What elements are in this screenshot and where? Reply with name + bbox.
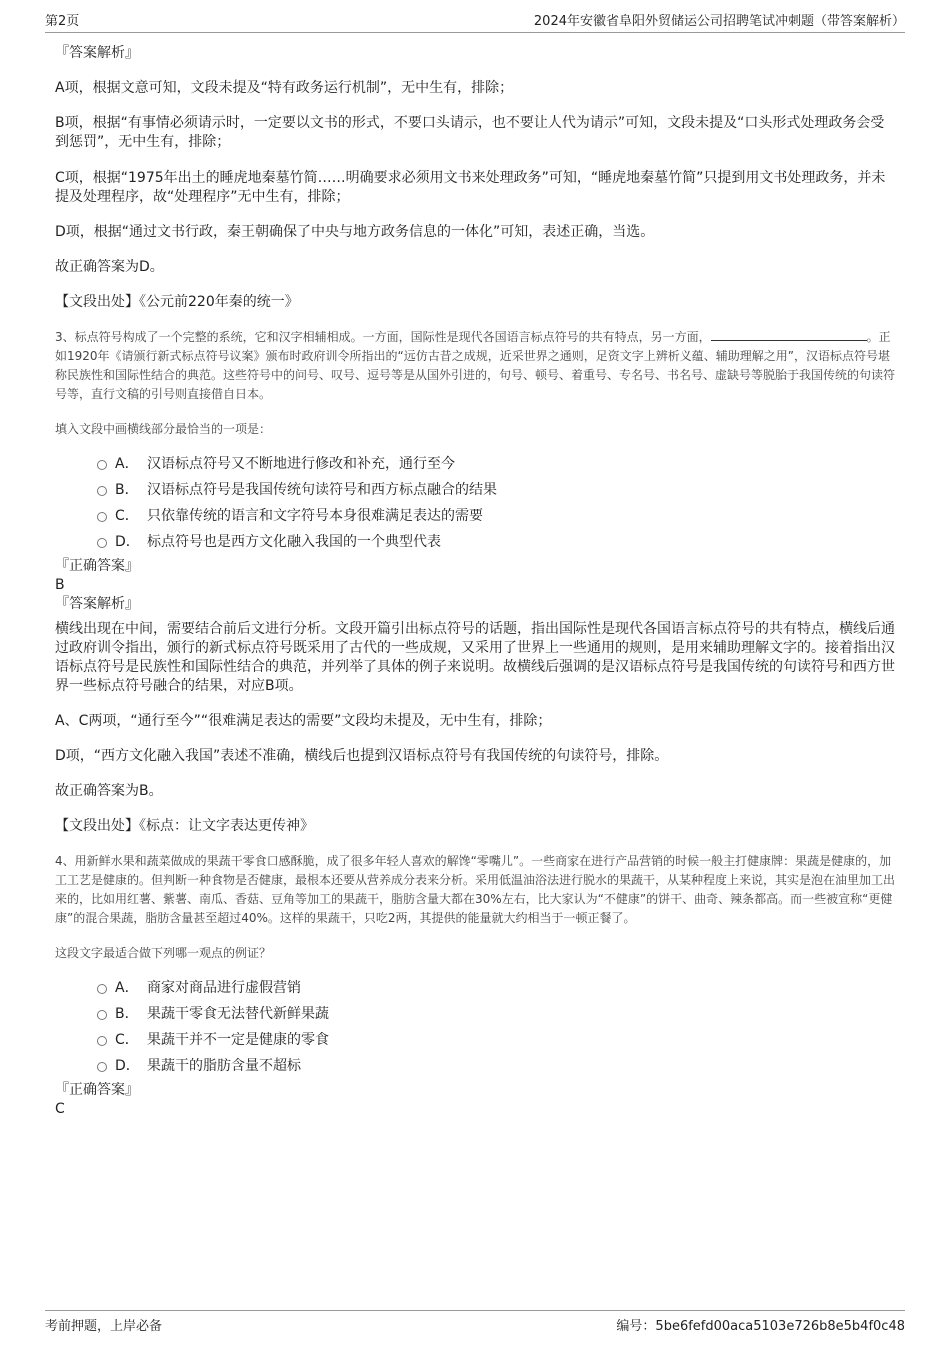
q4-answer: C xyxy=(55,1101,65,1117)
analysis-label: 『答案解析』 xyxy=(55,45,139,61)
q2-conclusion: 故正确答案为D。 xyxy=(55,259,164,275)
radio-button[interactable] xyxy=(97,512,107,522)
page-header xyxy=(45,10,905,33)
q2-analysis-a: A项，根据文意可知，文段未提及“特有政务运行机制”，无中生有，排除； xyxy=(55,80,514,96)
q3-prompt: 填入文段中画横线部分最恰当的一项是： xyxy=(55,422,272,436)
q4-stem: 4、用新鲜水果和蔬菜做成的果蔬干零食口感酥脆，成了很多年轻人喜欢的解馋“零嘴儿”。一些商家在进行产品营销的时候一般主打健康牌：果蔬是健康的，加工工艺是健康的。但判断一种食物是否健康，最根本还要从营养成分表来分析。采用低温油浴法进行脱水的果蔬干，从某种程度上来说，其实是泡在油里加工出来的，比如用红薯、紫薯、南瓜、香菇、豆角等加工的果蔬干，脂肪含量大都在30%左右，比大家认为“不健康”的饼干、曲奇、辣条都高。而一些被宣称“更健康”的混合果蔬，脂肪含量甚至超过40%。这样的果蔬干，只吃2两，其提供的能量就大约相当于一顿正餐了。 xyxy=(55,854,896,925)
footer-slogan: 考前押题，上岸必备 xyxy=(45,1319,163,1334)
q4-option-d[interactable]: D． 果蔬干的脂肪含量不超标 xyxy=(55,1053,895,1079)
radio-button[interactable] xyxy=(97,984,107,994)
fill-blank xyxy=(711,328,867,341)
radio-button[interactable] xyxy=(97,486,107,496)
q3-analysis-ac: A、C两项，“通行至今”“很难满足表达的需要”文段均未提及，无中生有，排除； xyxy=(55,713,552,729)
radio-button[interactable] xyxy=(97,460,107,470)
q3-answer-label: 『正确答案』 xyxy=(55,558,139,574)
q4-option-a[interactable]: A． 商家对商品进行虚假营销 xyxy=(55,975,895,1001)
q3-answer: B xyxy=(55,577,65,593)
radio-button[interactable] xyxy=(97,1036,107,1046)
q4-option-c[interactable]: C． 果蔬干并不一定是健康的零食 xyxy=(55,1027,895,1053)
q3-option-a[interactable]: A． 汉语标点符号又不断地进行修改和补充，通行至今 xyxy=(55,451,895,477)
q4-options xyxy=(55,975,895,1079)
radio-button[interactable] xyxy=(97,538,107,548)
document-title: 2024年安徽省阜阳外贸储运公司招聘笔试冲刺题（带答案解析） xyxy=(533,14,905,29)
page-number: 第2页 xyxy=(45,14,80,29)
q3-stem: 3、标点符号构成了一个完整的系统，它和汉字相辅相成。一方面，国际性是现代各国语言标点符号的共有特点，另一方面， 。正如1920年《请颁行新式标点符号议案》颁布时政府训令所指出的“远仿古昔之成规，近采世界之通则，足资文字上辨析义蕴、辅助理解之用”，汉语标点符号堪称民族性和国际性结合的典范。这些符号中的问号、叹号、逗号等是从国外引进的，句号、顿号、着重号、专名号、书名号、虚缺号等脱胎于我国传统的句读符号等，直行文稿的引号则直接借自日本。 xyxy=(55,330,896,401)
q2-analysis-b: B项，根据“有事情必须请示时，一定要以文书的形式，不要口头请示，也不要让人代为请示”可知，文段未提及“口头形式处理政务会受到惩罚”，无中生有，排除； xyxy=(55,115,885,150)
footer-document-id: 编号：5be6fefd00aca5103e726b8e5b4f0c48 xyxy=(616,1319,905,1334)
q3-option-c[interactable]: C． 只依靠传统的语言和文字符号本身很难满足表达的需要 xyxy=(55,503,895,529)
q2-analysis-c: C项，根据“1975年出土的睡虎地秦墓竹简……明确要求必须用文书来处理政务”可知，“睡虎地秦墓竹简”只提到用文书处理政务，并未提及处理程序，故“处理程序”无中生有，排除； xyxy=(55,170,886,205)
radio-button[interactable] xyxy=(97,1010,107,1020)
q3-analysis: 横线出现在中间，需要结合前后文进行分析。文段开篇引出标点符号的话题，指出国际性是现代各国语言标点符号的共有特点，横线后通过政府训令指出，颁行的新式标点符号既采用了古代的一些成规，又采用了世界上一些通用的规则，是用来辅助理解文字的。接着指出汉语标点符号是民族性和国际性结合的典范，并列举了具体的例子来说明。故横线后强调的是汉语标点符号是我国传统的句读符号和西方世界一些标点符号融合的结果，对应B项。 xyxy=(55,621,895,694)
q2-source: 【文段出处】《公元前220年秦的统一》 xyxy=(55,294,299,310)
q3-conclusion: 故正确答案为B。 xyxy=(55,783,163,799)
q3-analysis-d: D项，“西方文化融入我国”表述不准确，横线后也提到汉语标点符号有我国传统的句读符号，排除。 xyxy=(55,748,669,764)
q3-options xyxy=(55,451,895,555)
q3-option-d[interactable]: D． 标点符号也是西方文化融入我国的一个典型代表 xyxy=(55,529,895,555)
q3-analysis-label: 『答案解析』 xyxy=(55,596,139,612)
q4-option-b[interactable]: B． 果蔬干零食无法替代新鲜果蔬 xyxy=(55,1001,895,1027)
q2-analysis-d: D项，根据“通过文书行政，秦王朝确保了中央与地方政务信息的一体化”可知，表述正确，当选。 xyxy=(55,224,655,240)
q3-option-b[interactable]: B． 汉语标点符号是我国传统句读符号和西方标点融合的结果 xyxy=(55,477,895,503)
radio-button[interactable] xyxy=(97,1062,107,1072)
page-footer xyxy=(45,1310,905,1334)
main-content xyxy=(55,44,895,1119)
q3-source: 【文段出处】《标点：让文字表达更传神》 xyxy=(55,818,314,834)
q4-answer-label: 『正确答案』 xyxy=(55,1082,139,1098)
q4-prompt: 这段文字最适合做下列哪一观点的例证？ xyxy=(55,946,272,960)
